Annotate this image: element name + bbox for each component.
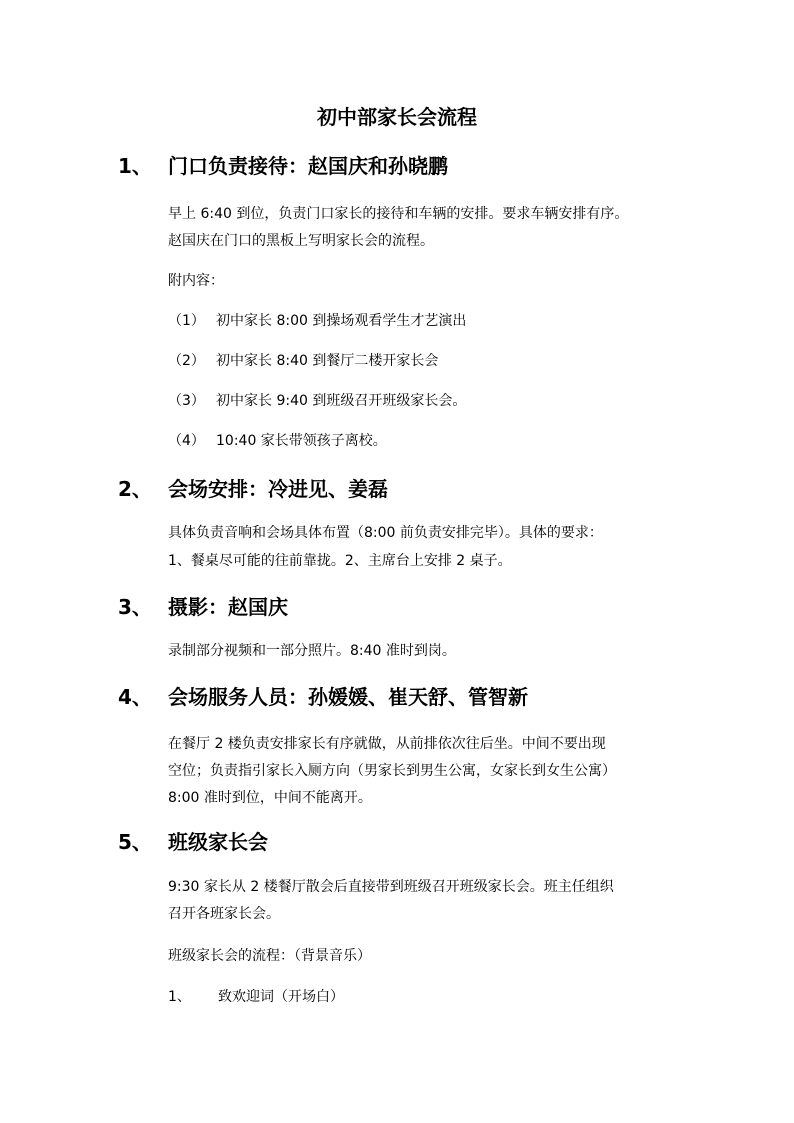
section-5-title: 班级家长会 (168, 830, 268, 854)
flow-step-tag: 1、 (168, 989, 191, 1005)
attachment-item (168, 347, 438, 375)
section-2-number: 2、 (118, 477, 152, 501)
page-title: 初中部家长会流程 (317, 105, 477, 129)
section-1-line-1: 早上 6:40 到位，负责门口家长的接待和车辆的安排。要求车辆安排有序。 (168, 206, 629, 222)
attachment-item-tag: （4） (168, 433, 205, 449)
section-5-line-1: 9:30 家长从 2 楼餐厅散会后直接带到班级召开班级家长会。班主任组织 (168, 879, 614, 895)
attachment-item-text: 初中家长 8:00 到操场观看学生才艺演出 (216, 313, 467, 329)
section-2-heading (118, 476, 388, 502)
attachment-item (168, 307, 466, 335)
flow-step-text: 致欢迎词（开场白） (218, 989, 344, 1005)
section-4-line-1: 在餐厅 2 楼负责安排家长有序就做，从前排依次往后坐。中间不要出现 (168, 736, 606, 752)
attachment-label: 附内容： (168, 273, 224, 289)
section-1-heading (118, 153, 448, 179)
attachment-item-text: 10:40 家长带领孩子离校。 (216, 433, 387, 449)
section-3-title: 摄影：赵国庆 (168, 595, 288, 619)
section-5-heading (118, 829, 268, 855)
attachment-item (168, 387, 466, 415)
attachment-item-tag: （1） (168, 313, 205, 329)
section-1-line-2: 赵国庆在门口的黑板上写明家长会的流程。 (168, 233, 434, 249)
section-3-line-1: 录制部分视频和一部分照片。8:40 准时到岗。 (168, 643, 456, 659)
attachment-item-text: 初中家长 8:40 到餐厅二楼开家长会 (216, 353, 439, 369)
section-2-line-2: 1、餐桌尽可能的往前靠拢。2、主席台上安排 2 桌子。 (168, 553, 512, 569)
section-4-title: 会场服务人员：孙媛媛、崔天舒、管智新 (168, 685, 528, 709)
flow-step (168, 983, 344, 1011)
section-3-number: 3、 (118, 595, 152, 619)
section-3-heading (118, 594, 288, 620)
attachment-item-tag: （3） (168, 393, 205, 409)
section-5-line-2: 召开各班家长会。 (168, 906, 280, 922)
attachment-item-tag: （2） (168, 353, 205, 369)
attachment-item (168, 427, 387, 455)
class-meeting-flow-label: 班级家长会的流程：（背景音乐） (168, 948, 371, 964)
section-2-line-1: 具体负责音响和会场具体布置（8:00 前负责安排完毕）。具体的要求： (168, 525, 603, 541)
section-1-title: 门口负责接待：赵国庆和孙晓鹏 (168, 154, 448, 178)
section-4-heading (118, 684, 528, 710)
section-4-line-3: 8:00 准时到位，中间不能离开。 (168, 790, 372, 806)
section-4-number: 4、 (118, 685, 152, 709)
section-4-line-2: 空位；负责指引家长入厕方向（男家长到男生公寓，女家长到女生公寓） (168, 763, 616, 779)
section-2-title: 会场安排：冷进见、姜磊 (168, 477, 388, 501)
section-1-number: 1、 (118, 154, 152, 178)
attachment-item-text: 初中家长 9:40 到班级召开班级家长会。 (216, 393, 467, 409)
section-5-number: 5、 (118, 830, 152, 854)
